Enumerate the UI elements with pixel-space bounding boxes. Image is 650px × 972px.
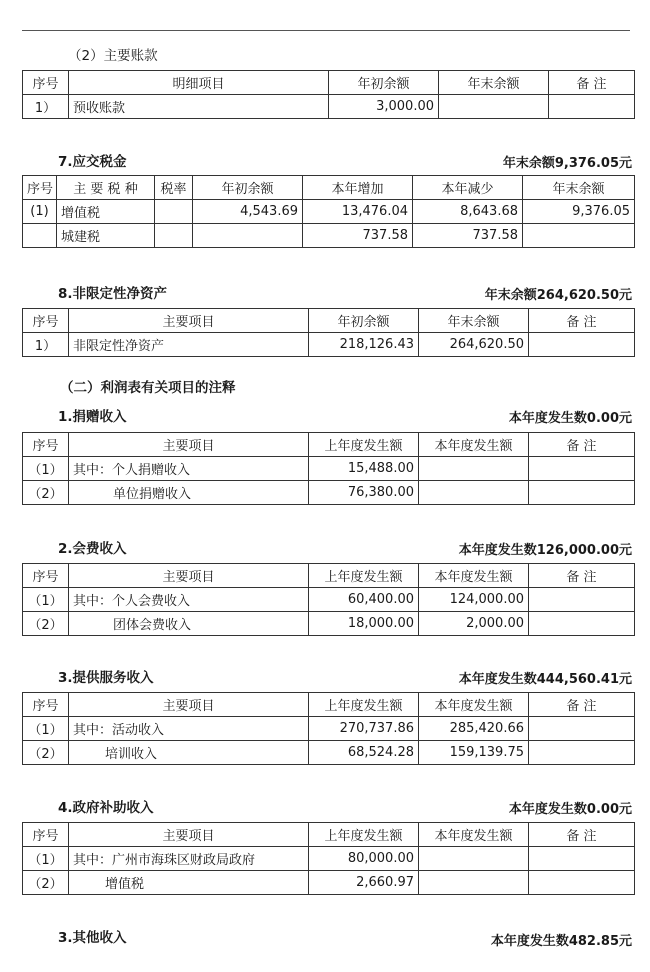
cell-prev: 18,000.00 (309, 612, 419, 636)
table-row (23, 871, 635, 895)
table-header-row (23, 693, 635, 717)
cell-prev: 76,380.00 (309, 481, 419, 505)
cell-item: 其中：个人会费收入 (69, 588, 309, 612)
section-summary: 本年度发生数482.85元 (490, 934, 632, 949)
net-assets-table (22, 308, 635, 357)
cell-rate (155, 224, 193, 248)
cell-prev: 15,488.00 (309, 457, 419, 481)
cell-inc: 737.58 (303, 224, 413, 248)
col-header: 主要项目 (69, 433, 309, 457)
section-summary: 本年度发生数444,560.41元 (458, 672, 632, 687)
fees-table (22, 563, 635, 636)
section-receivables (22, 44, 634, 64)
section-title: 3.提供服务收入 (58, 670, 154, 686)
col-header: 上年度发生额 (309, 564, 419, 588)
col-header: 上年度发生额 (309, 823, 419, 847)
cell-curr: 285,420.66 (419, 717, 529, 741)
table-header-row (23, 433, 635, 457)
cell-note (529, 588, 635, 612)
col-header: 主 要 税 种 (57, 176, 155, 200)
cell-curr (419, 871, 529, 895)
col-header: 年末余额 (439, 71, 549, 95)
section-other (22, 926, 634, 949)
table-row (23, 333, 635, 357)
col-header: 上年度发生额 (309, 433, 419, 457)
section-heading: （二）利润表有关项目的注释 (60, 380, 236, 396)
section-donations (22, 405, 634, 425)
subsidy-table (22, 822, 635, 895)
cell-begin (193, 224, 303, 248)
top-rule (22, 30, 630, 31)
tax-table (22, 175, 635, 248)
cell-begin: 3,000.00 (329, 95, 439, 119)
section-subsidy (22, 796, 634, 816)
cell-curr (419, 457, 529, 481)
section-title: 2.会费收入 (58, 541, 127, 557)
section-title: 7.应交税金 (58, 154, 127, 170)
cell-note (529, 717, 635, 741)
table-row (23, 588, 635, 612)
receivables-table (22, 70, 635, 119)
cell-no: 1） (23, 333, 69, 357)
col-header: 本年度发生额 (419, 693, 529, 717)
cell-end (439, 95, 549, 119)
table-row (23, 741, 635, 765)
cell-name: 增值税 (57, 200, 155, 224)
cell-end: 9,376.05 (523, 200, 635, 224)
table-header-row (23, 176, 635, 200)
cell-note (549, 95, 635, 119)
col-header: 年初余额 (309, 309, 419, 333)
col-header: 年末余额 (419, 309, 529, 333)
cell-begin: 4,543.69 (193, 200, 303, 224)
section-summary: 本年度发生数126,000.00元 (458, 543, 632, 558)
cell-no: （2） (23, 481, 69, 505)
col-header: 本年度发生额 (419, 433, 529, 457)
col-header: 序号 (23, 823, 69, 847)
col-header: 序号 (23, 433, 69, 457)
section-summary: 年末余额264,620.50元 (484, 288, 632, 303)
cell-note (529, 333, 635, 357)
col-header: 备 注 (529, 564, 635, 588)
cell-note (529, 741, 635, 765)
cell-no: （2） (23, 741, 69, 765)
cell-prev: 2,660.97 (309, 871, 419, 895)
col-header: 年初余额 (193, 176, 303, 200)
table-row (23, 612, 635, 636)
section-income-heading (22, 376, 634, 396)
section-fees (22, 537, 634, 557)
col-header: 上年度发生额 (309, 693, 419, 717)
cell-note (529, 457, 635, 481)
cell-curr (419, 847, 529, 871)
table-row (23, 717, 635, 741)
table-header-row (23, 71, 635, 95)
cell-name: 城建税 (57, 224, 155, 248)
table-row (23, 847, 635, 871)
table-header-row (23, 309, 635, 333)
section-services (22, 666, 634, 686)
cell-note (529, 847, 635, 871)
col-header: 主要项目 (69, 564, 309, 588)
col-header: 主要项目 (69, 693, 309, 717)
cell-no: （2） (23, 871, 69, 895)
col-header: 年初余额 (329, 71, 439, 95)
section-summary: 年末余额9,376.05元 (502, 156, 632, 171)
section-summary: 本年度发生数0.00元 (508, 802, 632, 817)
cell-item: 非限定性净资产 (69, 333, 309, 357)
col-header: 本年度发生额 (419, 564, 529, 588)
section-title: 3.其他收入 (58, 930, 127, 946)
cell-end (523, 224, 635, 248)
cell-item: 其中：活动收入 (69, 717, 309, 741)
cell-note (529, 871, 635, 895)
table-header-row (23, 823, 635, 847)
services-table (22, 692, 635, 765)
cell-item: 培训收入 (69, 741, 309, 765)
table-row (23, 457, 635, 481)
cell-item: 团体会费收入 (69, 612, 309, 636)
col-header: 序号 (23, 309, 69, 333)
col-header: 序号 (23, 693, 69, 717)
section-title: 1.捐赠收入 (58, 409, 127, 425)
section-summary: 本年度发生数0.00元 (508, 411, 632, 426)
cell-item: 单位捐赠收入 (69, 481, 309, 505)
col-header: 序号 (23, 176, 57, 200)
cell-curr (419, 481, 529, 505)
cell-prev: 68,524.28 (309, 741, 419, 765)
col-header: 序号 (23, 71, 69, 95)
cell-curr: 159,139.75 (419, 741, 529, 765)
section-title: 4.政府补助收入 (58, 800, 154, 816)
cell-prev: 60,400.00 (309, 588, 419, 612)
section-net-assets (22, 282, 634, 302)
col-header: 备 注 (529, 433, 635, 457)
col-header: 备 注 (529, 693, 635, 717)
cell-item: 其中：广州市海珠区财政局政府 (69, 847, 309, 871)
cell-no: （1） (23, 717, 69, 741)
section-title: （2）主要账款 (68, 48, 158, 64)
table-row (23, 481, 635, 505)
cell-inc: 13,476.04 (303, 200, 413, 224)
cell-dec: 737.58 (413, 224, 523, 248)
table-row (23, 200, 635, 224)
cell-note (529, 612, 635, 636)
col-header: 年末余额 (523, 176, 635, 200)
cell-prev: 80,000.00 (309, 847, 419, 871)
cell-dec: 8,643.68 (413, 200, 523, 224)
cell-end: 264,620.50 (419, 333, 529, 357)
table-row (23, 224, 635, 248)
col-header: 备 注 (549, 71, 635, 95)
col-header: 明细项目 (69, 71, 329, 95)
section-title: 8.非限定性净资产 (58, 286, 168, 302)
col-header: 本年减少 (413, 176, 523, 200)
cell-item: 其中：个人捐赠收入 (69, 457, 309, 481)
cell-item: 预收账款 (69, 95, 329, 119)
cell-prev: 270,737.86 (309, 717, 419, 741)
col-header: 备 注 (529, 823, 635, 847)
col-header: 主要项目 (69, 309, 309, 333)
section-tax (22, 150, 634, 170)
cell-note (529, 481, 635, 505)
cell-item: 增值税 (69, 871, 309, 895)
col-header: 本年度发生额 (419, 823, 529, 847)
cell-no: （2） (23, 612, 69, 636)
cell-curr: 124,000.00 (419, 588, 529, 612)
cell-curr: 2,000.00 (419, 612, 529, 636)
col-header: 税率 (155, 176, 193, 200)
table-row (23, 95, 635, 119)
cell-begin: 218,126.43 (309, 333, 419, 357)
col-header: 主要项目 (69, 823, 309, 847)
col-header: 备 注 (529, 309, 635, 333)
col-header: 本年增加 (303, 176, 413, 200)
table-header-row (23, 564, 635, 588)
cell-no: （1） (23, 588, 69, 612)
cell-no: （1） (23, 457, 69, 481)
cell-no: 1） (23, 95, 69, 119)
cell-no: （1） (23, 847, 69, 871)
col-header: 序号 (23, 564, 69, 588)
cell-no (23, 224, 57, 248)
cell-rate (155, 200, 193, 224)
cell-no: (1) (23, 200, 57, 224)
donations-table (22, 432, 635, 505)
